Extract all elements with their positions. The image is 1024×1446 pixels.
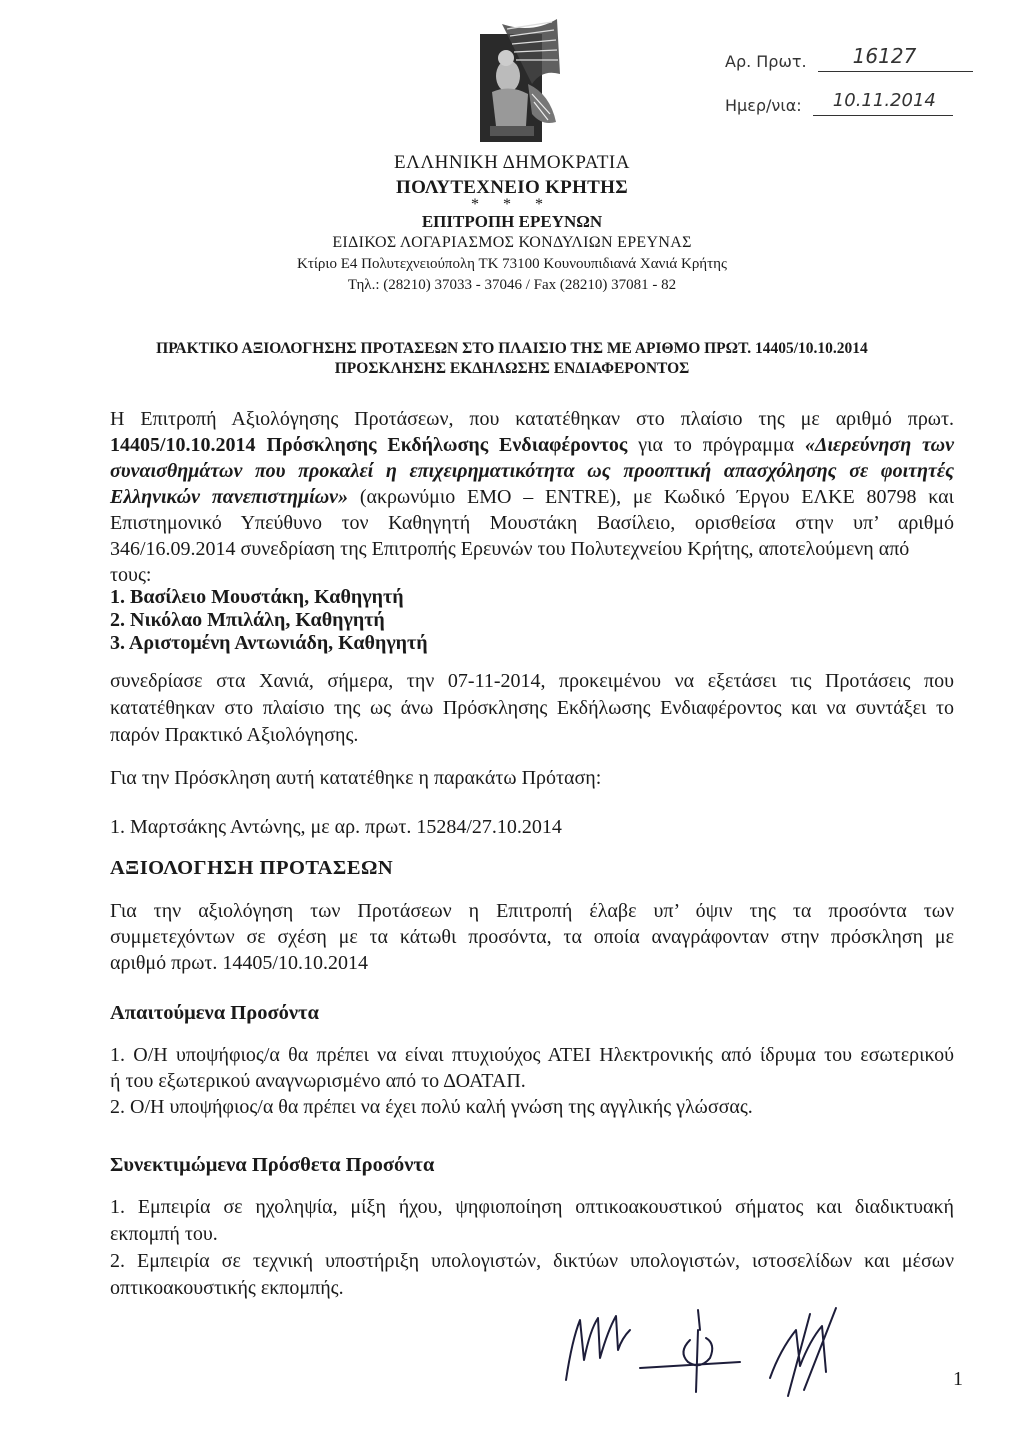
header-institution: ΠΟΛΥΤΕΧΝΕΙΟ ΚΡΗΤΗΣ <box>396 177 628 198</box>
additional-item: 2. Εμπειρία σε τεχνική υποστήριξη υπολογιστών, δικτύων υπολογιστών, ιστοσελίδων και μέσων <box>110 1250 954 1272</box>
header-country: ΕΛΛΗΝΙΚΗ ΔΗΜΟΚΡΑΤΙΑ <box>394 152 630 173</box>
document-title-line1: ΠΡΑΚΤΙΚΟ ΑΞΙΟΛΟΓΗΣΗΣ ΠΡΟΤΑΣΕΩΝ ΣΤΟ ΠΛΑΙΣΙΟ ΤΗΣ ΜΕ ΑΡΙΘΜΟ ΠΡΩΤ. 14405/10.10.2014 <box>156 340 868 357</box>
intro-paragraph <box>110 406 954 588</box>
submitted-intro: Για την Πρόσκληση αυτή κατατέθηκε η παρακάτω Πρόταση: <box>110 767 602 789</box>
additional-list <box>110 1194 954 1302</box>
signatures <box>560 1300 880 1400</box>
intro-line: συναισθημάτων που προκαλεί η επιχειρηματικότητα ως προοπτική απασχόλησης σε φοιτητές <box>110 460 954 482</box>
logo-emblem-icon <box>462 14 562 144</box>
member-item: 1. Βασίλειο Μουστάκη, Καθηγητή <box>110 586 404 608</box>
document-title-line2: ΠΡΟΣΚΛΗΣΗΣ ΕΚΔΗΛΩΣΗΣ ΕΝΔΙΑΦΕΡΟΝΤΟΣ <box>334 360 690 377</box>
additional-item: 1. Εμπειρία σε ηχοληψία, μίξη ήχου, ψηφιοποίηση οπτικοακουστικού σήματος και διαδικτυακή <box>110 1196 954 1218</box>
protocol-value: 16127 <box>852 44 917 68</box>
evaluation-line: συμμετεχόντων σε σχέση με τα κάτωθι προσόντα, τα οποία αναγράφονταν στην πρόσκληση με <box>110 926 954 948</box>
header-address: Κτίριο Ε4 Πολυτεχνειούπολη ΤΚ 73100 Κουνουπιδιανά Χανιά Κρήτης <box>297 256 727 272</box>
protocol-label: Αρ. Πρωτ. <box>725 52 807 71</box>
required-list <box>110 1042 954 1120</box>
member-item: 2. Νικόλαο Μπιλάλη, Καθηγητή <box>110 609 385 631</box>
submitted-proposal: 1. Μαρτσάκης Αντώνης, με αρ. πρωτ. 15284/27.10.2014 <box>110 816 562 838</box>
signature-1 <box>566 1316 630 1380</box>
date-field <box>725 90 953 116</box>
signature-3 <box>770 1308 836 1396</box>
protocol-number <box>725 44 973 72</box>
required-heading: Απαιτούμενα Προσόντα <box>110 1002 319 1024</box>
date-value: 10.11.2014 <box>832 90 936 111</box>
date-label: Ημερ/νια: <box>725 96 802 115</box>
additional-item-cont: οπτικοακουστικής εκπομπής. <box>110 1277 344 1299</box>
required-item: 2. Ο/Η υποψήφιος/α θα πρέπει να έχει πολύ καλή γνώση της αγγλικής γλώσσας. <box>110 1096 753 1118</box>
meeting-line: παρόν Πρακτικό Αξιολόγησης. <box>110 724 359 746</box>
additional-item-cont: εκπομπή του. <box>110 1223 218 1245</box>
page-number: 1 <box>953 1368 963 1390</box>
required-item: 1. Ο/Η υποψήφιος/α θα πρέπει να είναι πτυχιούχος ΑΤΕΙ Ηλεκτρονικής από ίδρυμα του εσωτερικού <box>110 1044 954 1066</box>
header-committee: ΕΠΙΤΡΟΠΗ ΕΡΕΥΝΩΝ <box>421 212 603 231</box>
meeting-line: συνεδρίασε στα Χανιά, σήμερα, την 07-11-2014, προκειμένου να εξετάσει τις Προτάσεις που <box>110 670 954 692</box>
university-logo <box>462 14 562 144</box>
evaluation-paragraph <box>110 898 954 976</box>
header-account: ΕΙΔΙΚΟΣ ΛΟΓΑΡΙΑΣΜΟΣ ΚΟΝΔΥΛΙΩΝ ΕΡΕΥΝΑΣ <box>332 234 692 251</box>
signature-2 <box>640 1310 740 1392</box>
meeting-paragraph <box>110 668 954 749</box>
signatures-icon <box>560 1300 880 1400</box>
required-item-cont: ή του εξωτερικού αναγνωρισμένο από το ΔΟΑΤΑΠ. <box>110 1070 526 1092</box>
evaluation-heading: ΑΞΙΟΛΟΓΗΣΗ ΠΡΟΤΑΣΕΩΝ <box>110 857 394 879</box>
intro-line: 346/16.09.2014 συνεδρίαση της Επιτροπής Ερευνών του Πολυτεχνείου Κρήτης, αποτελούμενη από <box>110 538 910 560</box>
header-phone: Τηλ.: (28210) 37033 - 37046 / Fax (28210) 37081 - 82 <box>347 277 677 293</box>
header-stars: * * * <box>471 196 553 213</box>
intro-line: τους: <box>110 564 152 586</box>
additional-heading: Συνεκτιμώμενα Πρόσθετα Προσόντα <box>110 1154 435 1176</box>
intro-line: Η Επιτροπή Αξιολόγησης Προτάσεων, που κατατέθηκαν στο πλαίσιο της με αριθμό πρωτ. <box>110 408 954 430</box>
intro-line: 14405/10.10.2014 Πρόσκλησης Εκδήλωσης Ενδιαφέροντος για το πρόγραμμα «Διερεύνηση των <box>110 434 954 456</box>
member-item: 3. Αριστομένη Αντωνιάδη, Καθηγητή <box>110 632 428 654</box>
committee-members <box>110 586 954 655</box>
evaluation-line: Για την αξιολόγηση των Προτάσεων η Επιτροπή έλαβε υπ’ όψιν της τα προσόντα των <box>110 900 954 922</box>
intro-line: Επιστημονικό Υπεύθυνο τον Καθηγητή Μουστάκη Βασίλειο, ορισθείσα στην υπ’ αριθμό <box>110 512 954 534</box>
evaluation-line: αριθμό πρωτ. 14405/10.10.2014 <box>110 952 368 974</box>
meeting-line: κατατέθηκαν στο πλαίσιο της ως άνω Πρόσκλησης Εκδήλωσης Ενδιαφέροντος και να συντάξει το <box>110 697 954 719</box>
intro-line: Ελληνικών πανεπιστημίων» (ακρωνύμιο ΕΜΟ – ENTRE), με Κωδικό Έργου ΕΛΚΕ 80798 και <box>110 486 955 508</box>
